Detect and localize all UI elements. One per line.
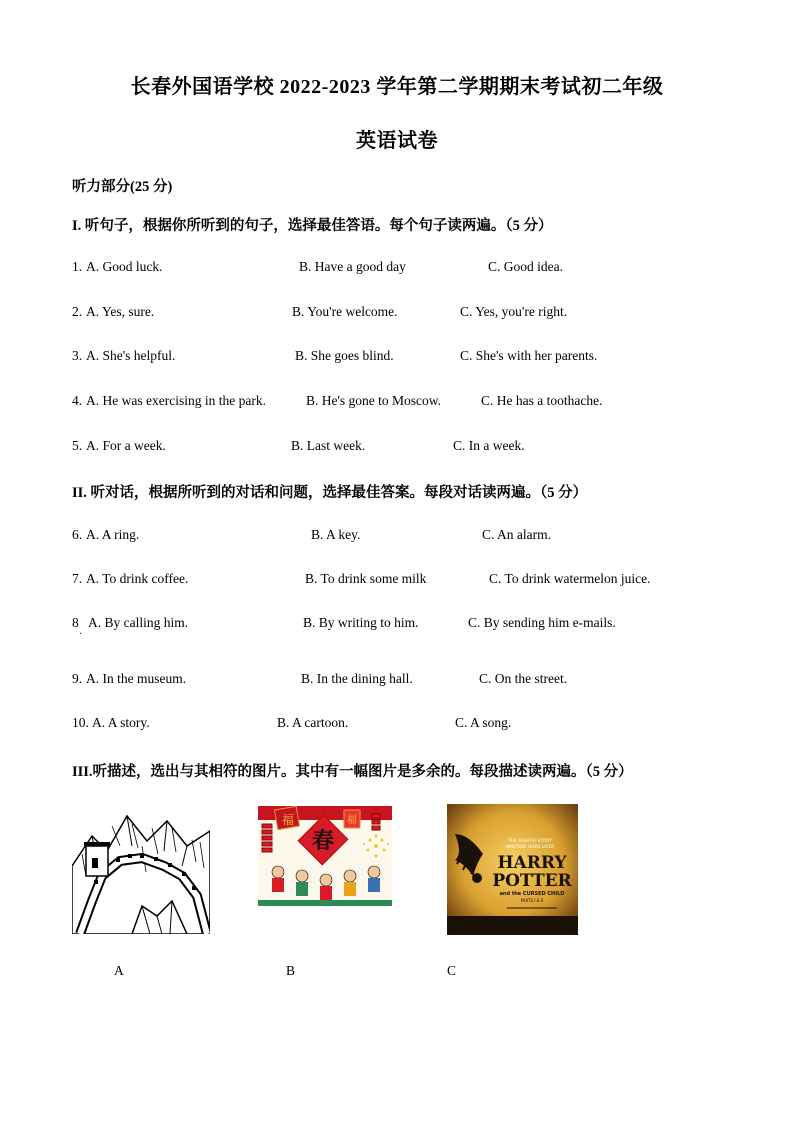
- question-number: 2.: [72, 304, 83, 319]
- question-number: 4.: [72, 393, 83, 408]
- cover-title-harry: HARRY: [497, 853, 567, 873]
- option-c: C. She's with her parents.: [460, 348, 598, 363]
- option-a: A. He was exercising in the park.: [86, 393, 266, 408]
- great-wall-illustration: [72, 806, 210, 934]
- section-1-heading: I. 听句子，根据你所听到的句子，选择最佳答语。每个句子读两遍。（5 分）: [72, 218, 553, 234]
- option-a: A. Yes, sure.: [86, 304, 155, 319]
- fu-character-left: 福: [281, 813, 295, 827]
- spring-festival-illustration: [258, 806, 392, 906]
- option-b: B. He's gone to Moscow.: [306, 393, 442, 408]
- picture-label-c: C: [447, 963, 457, 978]
- picture-label-a: A: [114, 963, 124, 978]
- question-number: 7.: [72, 571, 83, 586]
- option-c: C. To drink watermelon juice.: [489, 571, 651, 586]
- option-c: C. On the street.: [479, 671, 568, 686]
- section-3-heading: III.听描述，选出与其相符的图片。其中有一幅图片是多余的。每段描述读两遍。（5 分）: [72, 764, 633, 780]
- option-b: B. To drink some milk: [305, 571, 427, 586]
- question-number: 1.: [72, 259, 83, 274]
- option-b: B. By writing to him.: [303, 615, 419, 630]
- option-c: C. A song.: [455, 715, 512, 730]
- option-a: A. By calling him.: [88, 615, 189, 630]
- option-a: A. She's helpful.: [86, 348, 176, 363]
- option-a: A. Good luck.: [86, 259, 163, 274]
- option-b: B. In the dining hall.: [301, 671, 413, 686]
- question-number: 9.: [72, 671, 83, 686]
- question-number: 5.: [72, 438, 83, 453]
- option-b: B. She goes blind.: [295, 348, 394, 363]
- part-label: 听力部分(25 分): [72, 179, 173, 195]
- option-a: A. A ring.: [86, 527, 140, 542]
- fu-character-right: 福: [347, 815, 357, 826]
- picture-label-b: B: [286, 963, 296, 978]
- cover-parts: PARTS I & II: [520, 898, 544, 903]
- option-a: A. For a week.: [86, 438, 166, 453]
- option-c: C. He has a toothache.: [481, 393, 603, 408]
- chun-character: 春: [311, 829, 335, 854]
- cover-tagline-2: NINETEEN YEARS LATER: [505, 844, 555, 849]
- option-a: A. A story.: [92, 715, 150, 730]
- option-b: B. You're welcome.: [292, 304, 398, 319]
- question-number: 6.: [72, 527, 83, 542]
- option-b: B. A cartoon.: [277, 715, 349, 730]
- option-c: C. An alarm.: [482, 527, 551, 542]
- stray-dot: ·: [79, 629, 83, 640]
- exam-subtitle: 英语试卷: [356, 130, 438, 152]
- question-number: 10.: [72, 715, 89, 730]
- exam-title: 长春外国语学校 2022-2023 学年第二学期期末考试初二年级: [130, 76, 664, 98]
- option-c: C. By sending him e-mails.: [468, 615, 616, 630]
- option-c: C. In a week.: [453, 438, 525, 453]
- option-c: C. Good idea.: [488, 259, 563, 274]
- cover-title-potter: POTTER: [492, 871, 572, 891]
- option-a: A. To drink coffee.: [86, 571, 189, 586]
- option-c: C. Yes, you're right.: [460, 304, 568, 319]
- option-b: B. Last week.: [291, 438, 366, 453]
- question-number: 3.: [72, 348, 83, 363]
- question-number: 8: [72, 615, 79, 630]
- section-2-heading: II. 听对话，根据所听到的对话和问题，选择最佳答案。每段对话读两遍。（5 分）: [72, 485, 588, 501]
- option-b: B. Have a good day: [299, 259, 406, 274]
- harry-potter-book-cover: [447, 804, 578, 935]
- cover-subtitle: and the CURSED CHILD: [499, 891, 565, 897]
- cover-tagline-1: THE EIGHTH STORY: [508, 839, 552, 844]
- option-b: B. A key.: [311, 527, 361, 542]
- option-a: A. In the museum.: [86, 671, 187, 686]
